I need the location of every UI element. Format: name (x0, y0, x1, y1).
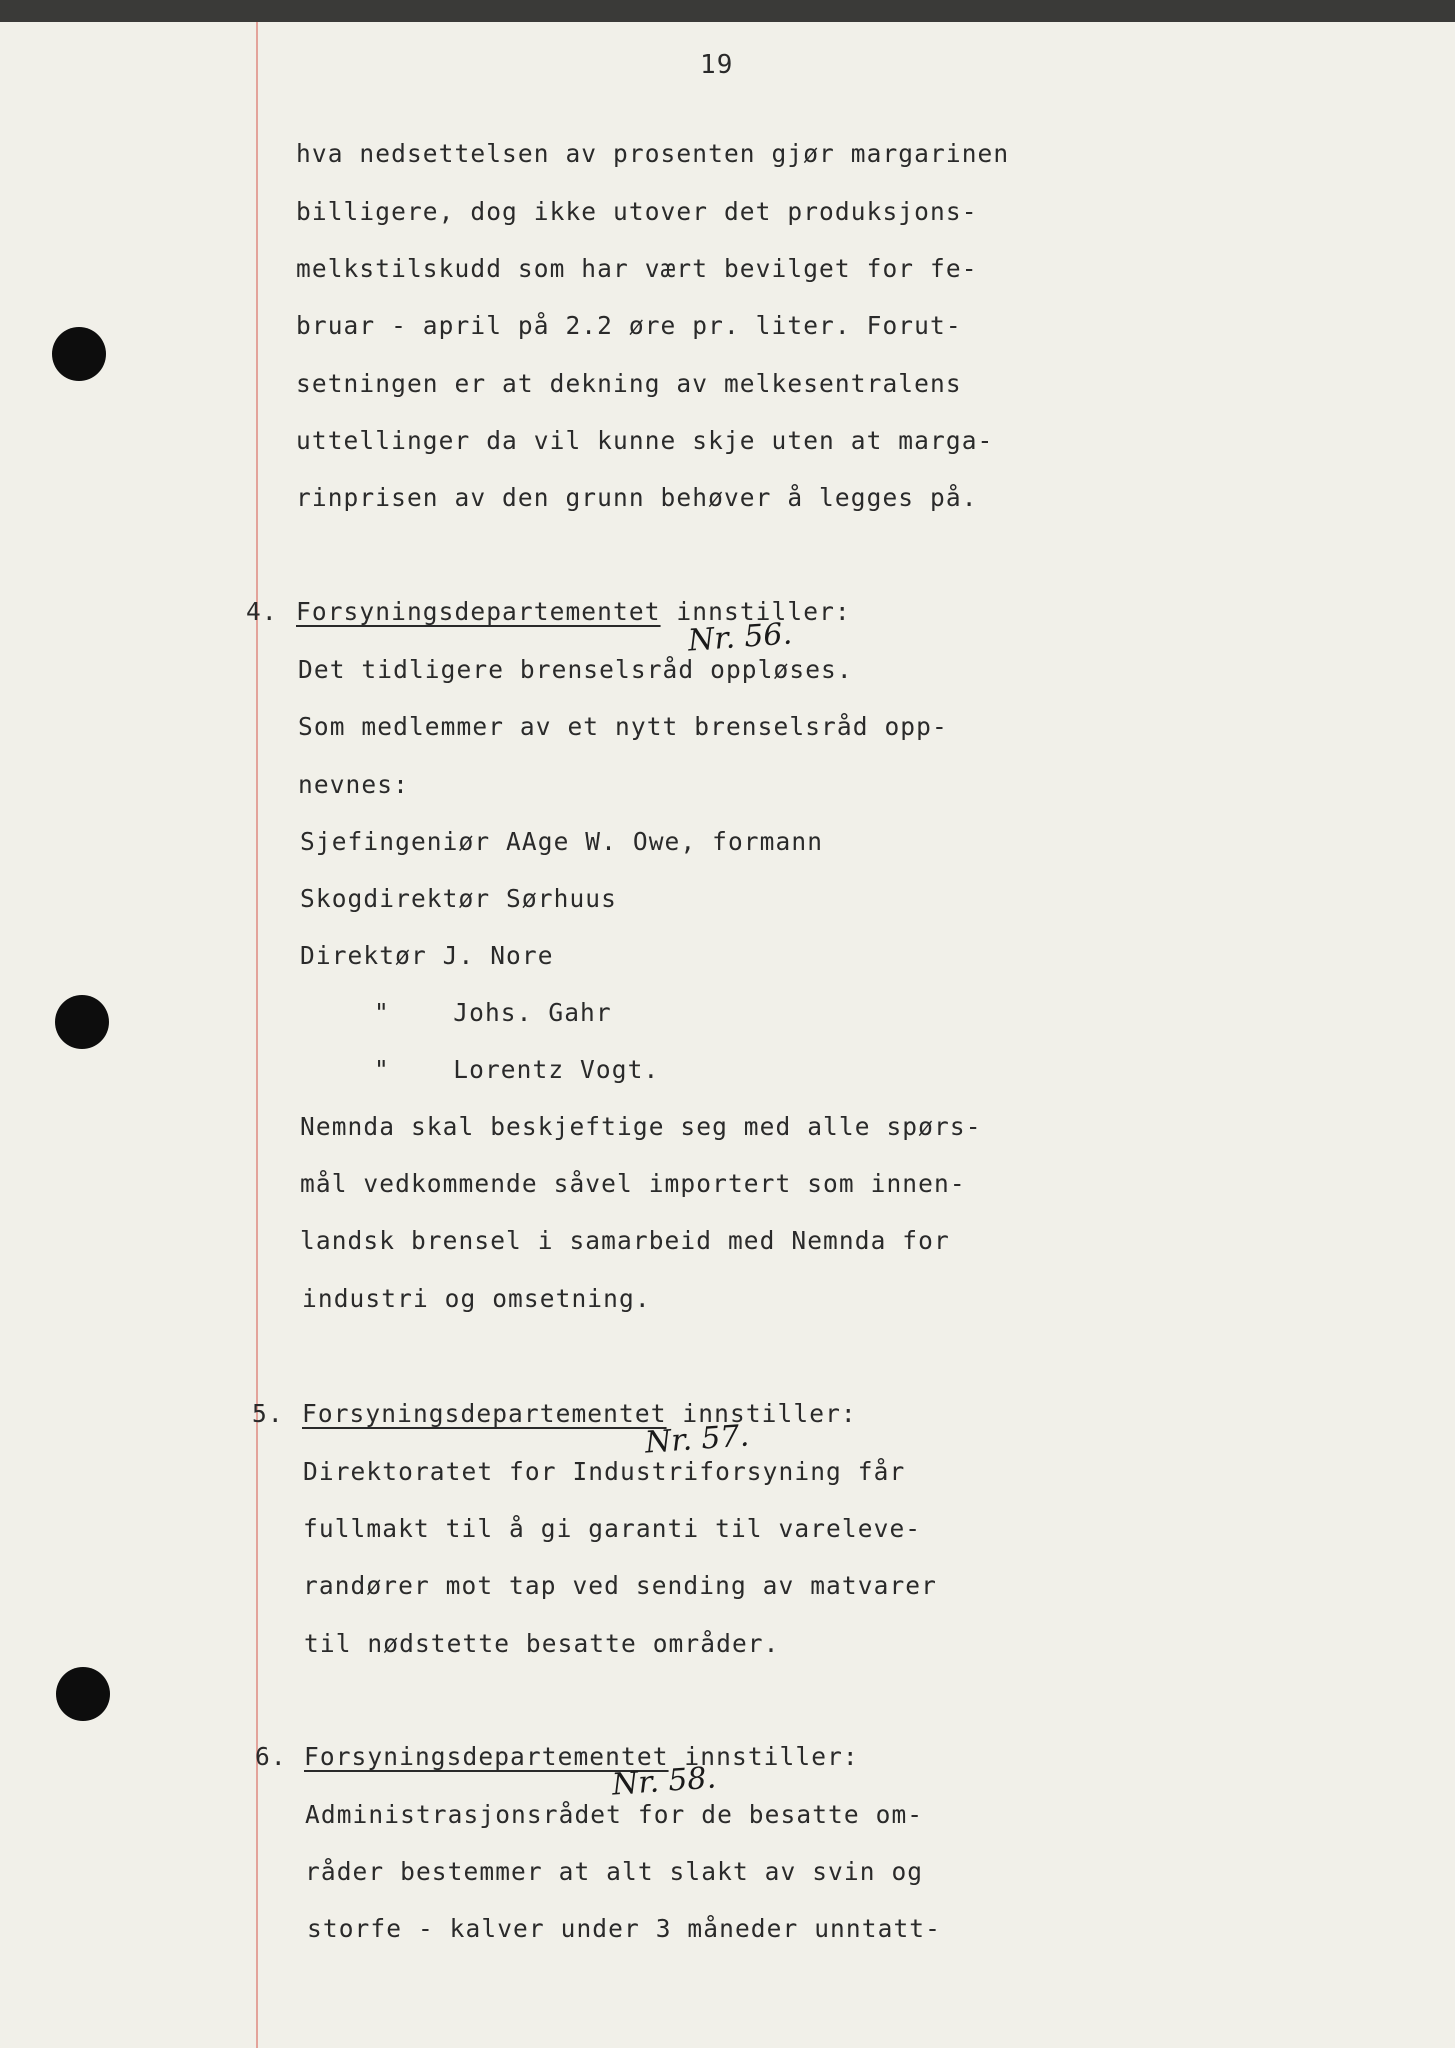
item-number-5: 5. (252, 1399, 284, 1428)
item4-line: Nemnda skal beskjeftige seg med alle spørs- (300, 1112, 982, 1141)
item4-line: Skogdirektør Sørhuus (300, 884, 618, 913)
item4-line: mål vedkommende såvel importert som innen- (300, 1169, 966, 1198)
item4-line: nevnes: (298, 770, 409, 799)
intro-line: bruar - april på 2.2 øre pr. liter. Forut- (296, 311, 962, 340)
page-number: 19 (700, 50, 734, 80)
item5-handwritten-number: Nr. 57. (643, 1418, 751, 1461)
item6-line: råder bestemmer at alt slakt av svin og (305, 1857, 924, 1886)
item5-line: randører mot tap ved sending av matvarer (303, 1571, 938, 1600)
item4-line: industri og omsetning. (302, 1284, 651, 1313)
item5-heading-line (302, 1399, 857, 1428)
item5-heading: Forsyningsdepartementet (302, 1399, 667, 1428)
intro-line: billigere, dog ikke utover det produksjons- (296, 197, 978, 226)
item6-line: storfe - kalver under 3 måneder unntatt- (307, 1914, 942, 1943)
item5-heading-rest: innstiller: (666, 1399, 857, 1428)
intro-line: melkstilskudd som har vært bevilget for fe- (296, 254, 978, 283)
item4-line: Det tidligere brenselsråd oppløses. (298, 655, 853, 684)
item6-heading-rest: innstiller: (668, 1742, 859, 1771)
item5-line: til nødstette besatte områder. (304, 1629, 780, 1658)
intro-line: uttellinger da vil kunne skje uten at marga- (296, 426, 994, 455)
item4-heading-rest: innstiller: (660, 597, 851, 626)
intro-line: rinprisen av den grunn behøver å legges på. (296, 483, 978, 512)
item6-line: Administrasjonsrådet for de besatte om- (305, 1800, 924, 1829)
item6-handwritten-number: Nr. 58. (610, 1760, 718, 1803)
punch-hole-bottom (56, 1667, 110, 1721)
item5-line: Direktoratet for Industriforsyning får (303, 1457, 906, 1486)
item4-handwritten-number: Nr. 56. (686, 616, 794, 659)
item-number-6: 6. (255, 1742, 287, 1771)
item4-line: landsk brensel i samarbeid med Nemnda for (300, 1226, 950, 1255)
item6-heading: Forsyningsdepartementet (304, 1742, 669, 1771)
item6-heading-line (304, 1742, 859, 1771)
punch-hole-middle (55, 995, 109, 1049)
intro-line: setningen er at dekning av melkesentralens (296, 369, 962, 398)
item4-line: Direktør J. Nore (300, 941, 554, 970)
scan-top-edge (0, 0, 1455, 22)
item4-heading: Forsyningsdepartementet (296, 597, 661, 626)
item4-line: Sjefingeniør AAge W. Owe, formann (300, 827, 824, 856)
item4-line: " Johs. Gahr (374, 998, 612, 1027)
item-number-4: 4. (246, 597, 278, 626)
document-page (0, 22, 1455, 2048)
item5-line: fullmakt til å gi garanti til vareleve- (303, 1514, 922, 1543)
intro-line: hva nedsettelsen av prosenten gjør margarinen (296, 139, 1010, 168)
punch-hole-top (52, 327, 106, 381)
item4-line: Som medlemmer av et nytt brenselsråd opp- (298, 712, 948, 741)
item4-line: " Lorentz Vogt. (374, 1055, 660, 1084)
